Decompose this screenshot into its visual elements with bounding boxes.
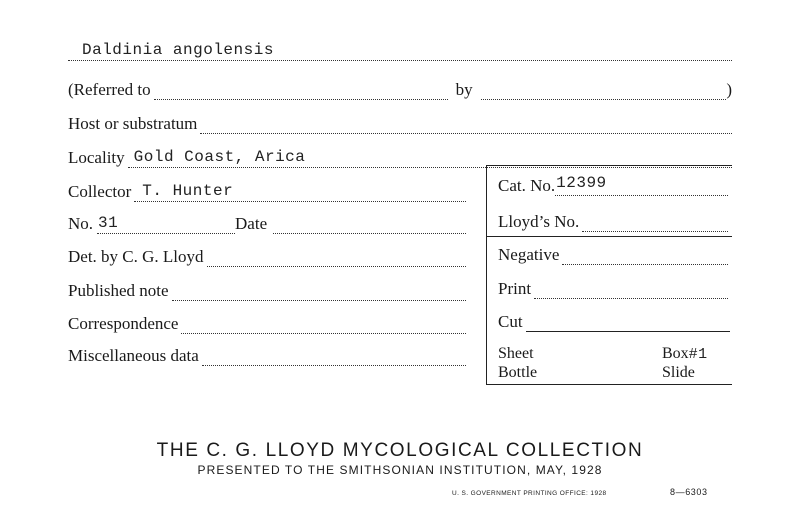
- locality-value: Gold Coast, Arica: [133, 148, 306, 166]
- number-date-row: [68, 214, 466, 234]
- print-row: [498, 279, 728, 299]
- collector-line: [134, 182, 466, 202]
- cut-row: [498, 312, 730, 332]
- referred-line: [154, 85, 448, 100]
- form-code: 8—6303: [670, 487, 708, 497]
- collection-title: THE C. G. LLOYD MYCOLOGICAL COLLECTION: [156, 440, 644, 461]
- lloyds-line: [582, 217, 728, 232]
- negative-line: [562, 250, 728, 265]
- published-label: Published note: [68, 281, 169, 300]
- negative-row: [498, 245, 728, 265]
- det-label: Det. by C. G. Lloyd: [68, 247, 204, 266]
- det-row: [68, 247, 466, 267]
- by-label: by: [455, 80, 473, 99]
- species-value: Daldinia angolensis: [82, 41, 274, 59]
- box-divider: [486, 236, 732, 237]
- date-label: Date: [235, 214, 268, 233]
- referred-row: [68, 80, 732, 100]
- species-row: [68, 41, 732, 61]
- host-line: [200, 119, 732, 134]
- box-value: #1: [688, 346, 708, 363]
- lloyds-label: Lloyd’s No.: [498, 212, 580, 231]
- correspondence-line: [181, 319, 466, 334]
- close-paren: ): [726, 80, 732, 99]
- cut-label: Cut: [498, 312, 523, 331]
- referred-label: (Referred to: [68, 80, 151, 99]
- cat-label: Cat. No.: [498, 176, 556, 195]
- collection-subtitle: PRESENTED TO THE SMITHSONIAN INSTITUTION, MAY, 1928: [197, 463, 603, 477]
- no-label: No.: [68, 214, 94, 233]
- print-label: Print: [498, 279, 532, 298]
- slide-label: Slide: [662, 364, 695, 381]
- cat-row: [498, 176, 728, 196]
- collector-label: Collector: [68, 182, 132, 201]
- box-field: [662, 345, 708, 364]
- collector-value: T. Hunter: [142, 182, 234, 200]
- species-line: [68, 41, 732, 61]
- cut-line: [526, 319, 730, 332]
- correspondence-label: Correspondence: [68, 314, 179, 333]
- negative-label: Negative: [498, 245, 560, 264]
- correspondence-row: [68, 314, 466, 334]
- collector-row: [68, 182, 466, 202]
- sheet-label: Sheet: [498, 345, 534, 362]
- cat-line: [555, 174, 728, 196]
- date-line: [273, 219, 466, 234]
- box-label: Box: [662, 345, 689, 362]
- printing-office-note: U. S. GOVERNMENT PRINTING OFFICE: 1928: [452, 490, 607, 497]
- lloyds-row: [498, 212, 728, 232]
- misc-line: [202, 351, 466, 366]
- det-line: [207, 252, 466, 267]
- host-label: Host or substratum: [68, 114, 198, 133]
- cat-value: 12399: [556, 174, 607, 192]
- bottle-label: Bottle: [498, 364, 538, 381]
- print-line: [534, 284, 728, 299]
- host-row: [68, 114, 732, 134]
- misc-row: [68, 346, 466, 366]
- published-line: [172, 286, 466, 301]
- no-line: [97, 214, 235, 234]
- locality-label: Locality: [68, 148, 125, 167]
- published-row: [68, 281, 466, 301]
- misc-label: Miscellaneous data: [68, 346, 199, 365]
- by-line: [481, 85, 727, 100]
- no-value: 31: [98, 214, 119, 232]
